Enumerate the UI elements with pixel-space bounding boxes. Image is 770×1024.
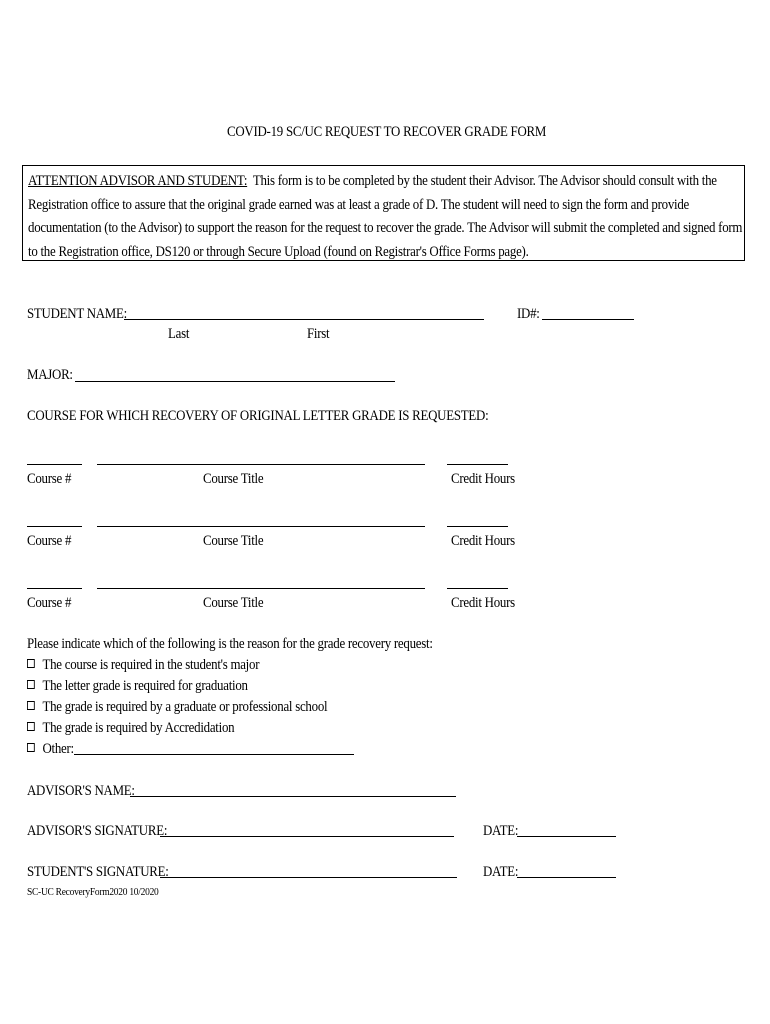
reason-option-accreditation[interactable] bbox=[27, 720, 234, 737]
course-number-caption: Course # bbox=[27, 595, 72, 611]
advisor-name-label: ADVISOR'S NAME: bbox=[27, 783, 135, 799]
form-title: COVID-19 SC/UC REQUEST TO RECOVER GRADE FORM bbox=[227, 124, 547, 140]
attention-box bbox=[22, 165, 745, 261]
student-date-field[interactable] bbox=[517, 877, 616, 878]
credit-hours-field[interactable] bbox=[447, 588, 508, 589]
other-reason-field[interactable] bbox=[74, 754, 354, 755]
checkbox[interactable] bbox=[27, 659, 35, 668]
reason-option-label: The course is required in the student's major bbox=[42, 657, 260, 673]
credit-hours-caption: Credit Hours bbox=[451, 471, 515, 487]
reason-option-label: The grade is required by a graduate or professional school bbox=[42, 699, 328, 715]
student-name-label: STUDENT NAME: bbox=[27, 306, 127, 322]
checkbox[interactable] bbox=[27, 722, 35, 731]
reason-option-other[interactable] bbox=[27, 741, 74, 758]
attention-body: This form is to be completed by the student their Advisor. The Advisor should consult with the Registration office to assure that the original grade earned was at least a grade of D. The student will need to sign the form and provide documentation (to the Advisor) to support the reason for the request to recover the grade. The Advisor will submit the completed and signed form to the Registration office, DS120 or through Secure Upload (found on Registrar's Office Forms page). bbox=[28, 173, 743, 260]
advisor-name-field[interactable] bbox=[130, 796, 456, 797]
advisor-date-field[interactable] bbox=[517, 836, 616, 837]
course-title-field[interactable] bbox=[97, 526, 425, 527]
course-title-field[interactable] bbox=[97, 588, 425, 589]
advisor-date-label: DATE: bbox=[483, 823, 519, 839]
course-title-caption: Course Title bbox=[203, 533, 264, 549]
advisor-signature-field[interactable] bbox=[160, 836, 454, 837]
id-label: ID#: bbox=[517, 306, 540, 322]
student-name-field[interactable] bbox=[124, 319, 484, 320]
credit-hours-field[interactable] bbox=[447, 464, 508, 465]
reason-option-label: The letter grade is required for graduation bbox=[42, 678, 248, 694]
credit-hours-caption: Credit Hours bbox=[451, 533, 515, 549]
major-field[interactable] bbox=[75, 381, 395, 382]
reason-option-major[interactable] bbox=[27, 657, 259, 674]
course-number-caption: Course # bbox=[27, 471, 72, 487]
student-signature-field[interactable] bbox=[160, 877, 457, 878]
course-title-field[interactable] bbox=[97, 464, 425, 465]
attention-text bbox=[28, 170, 749, 264]
student-signature-label: STUDENT'S SIGNATURE: bbox=[27, 864, 169, 880]
student-date-label: DATE: bbox=[483, 864, 519, 880]
last-name-caption: Last bbox=[168, 326, 190, 342]
reason-prompt: Please indicate which of the following is the reason for the grade recovery request: bbox=[27, 636, 433, 652]
checkbox[interactable] bbox=[27, 701, 35, 710]
course-section-heading: COURSE FOR WHICH RECOVERY OF ORIGINAL LETTER GRADE IS REQUESTED: bbox=[27, 408, 489, 424]
reason-option-label: Other: bbox=[42, 741, 74, 757]
course-title-caption: Course Title bbox=[203, 471, 264, 487]
course-number-field[interactable] bbox=[27, 526, 82, 527]
credit-hours-caption: Credit Hours bbox=[451, 595, 515, 611]
major-label: MAJOR: bbox=[27, 367, 73, 383]
advisor-signature-label: ADVISOR'S SIGNATURE: bbox=[27, 823, 168, 839]
course-number-field[interactable] bbox=[27, 588, 82, 589]
course-number-field[interactable] bbox=[27, 464, 82, 465]
form-version-footer: SC-UC RecoveryForm2020 10/2020 bbox=[27, 886, 159, 898]
attention-heading: ATTENTION ADVISOR AND STUDENT: bbox=[28, 173, 248, 189]
first-name-caption: First bbox=[307, 326, 330, 342]
checkbox[interactable] bbox=[27, 680, 35, 689]
reason-option-graduation[interactable] bbox=[27, 678, 248, 695]
reason-option-graduate-school[interactable] bbox=[27, 699, 327, 716]
id-field[interactable] bbox=[542, 319, 634, 320]
credit-hours-field[interactable] bbox=[447, 526, 508, 527]
course-number-caption: Course # bbox=[27, 533, 72, 549]
checkbox[interactable] bbox=[27, 743, 35, 752]
reason-option-label: The grade is required by Accredidation bbox=[42, 720, 235, 736]
course-title-caption: Course Title bbox=[203, 595, 264, 611]
